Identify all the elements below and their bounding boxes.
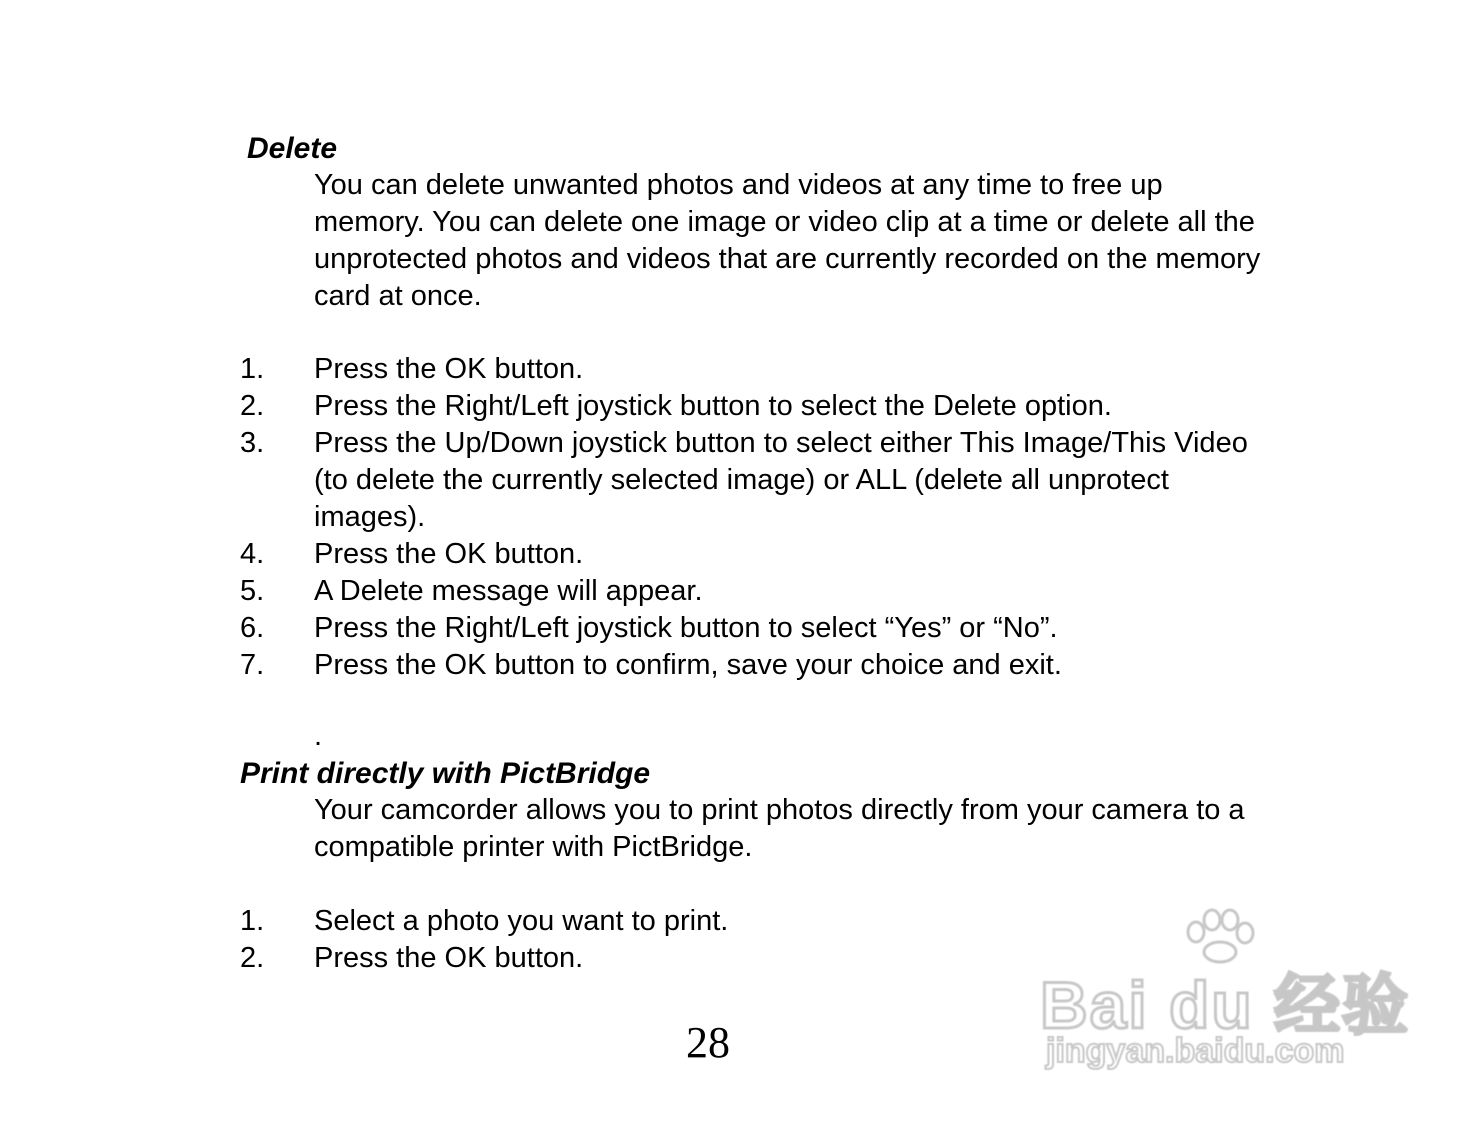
delete-heading: Delete	[247, 132, 338, 165]
delete-intro-line: card at once.	[314, 280, 482, 312]
step-number: 2.	[240, 390, 265, 422]
delete-intro	[314, 167, 1384, 315]
step-number: 4.	[240, 538, 265, 570]
step-text: Press the OK button to confirm, save your choice and exit.	[314, 649, 1062, 681]
step-number: 7.	[240, 649, 265, 681]
delete-steps-list	[240, 351, 1380, 684]
pictbridge-heading: Print directly with PictBridge	[240, 757, 651, 790]
list-item	[240, 536, 1380, 573]
step-text: images).	[314, 501, 426, 533]
step-number: 5.	[240, 575, 265, 607]
step-number: 1.	[240, 353, 265, 385]
baidu-watermark	[1040, 908, 1411, 1088]
delete-intro-line: unprotected photos and videos that are currently recorded on the memory	[314, 243, 1261, 275]
step-text: A Delete message will appear.	[314, 575, 703, 607]
page-number: 28	[686, 1018, 730, 1067]
list-item	[240, 647, 1380, 684]
delete-intro-line: memory. You can delete one image or video clip at a time or delete all the	[314, 206, 1255, 238]
step-text: Press the Right/Left joystick button to select the Delete option.	[314, 390, 1112, 422]
step-text: Press the OK button.	[314, 942, 584, 974]
watermark-logo-text: Bai du 经验	[1040, 968, 1411, 1042]
step-text: Press the OK button.	[314, 538, 584, 570]
pictbridge-intro-line: compatible printer with PictBridge.	[314, 831, 753, 863]
list-item	[240, 573, 1380, 610]
list-item	[240, 351, 1380, 388]
pictbridge-intro	[314, 792, 1384, 866]
step-text: Press the OK button.	[314, 353, 584, 385]
step-number: 6.	[240, 612, 265, 644]
step-text: (to delete the currently selected image) or ALL (delete all unprotect	[314, 464, 1169, 496]
list-item	[240, 425, 1380, 536]
step-number: 3.	[240, 427, 265, 459]
step-number: 1.	[240, 905, 265, 937]
step-number: 2.	[240, 942, 265, 974]
list-item	[240, 388, 1380, 425]
watermark-url: jingyan.baidu.com	[1046, 1032, 1345, 1070]
pictbridge-intro-line: Your camcorder allows you to print photos directly from your camera to a	[314, 794, 1245, 826]
separator-dot: .	[314, 720, 323, 752]
step-text: Press the Up/Down joystick button to select either This Image/This Video	[314, 427, 1248, 459]
delete-intro-line: You can delete unwanted photos and videos at any time to free up	[314, 169, 1163, 201]
step-text: Select a photo you want to print.	[314, 905, 729, 937]
step-text: Press the Right/Left joystick button to select “Yes” or “No”.	[314, 612, 1058, 644]
list-item	[240, 610, 1380, 647]
